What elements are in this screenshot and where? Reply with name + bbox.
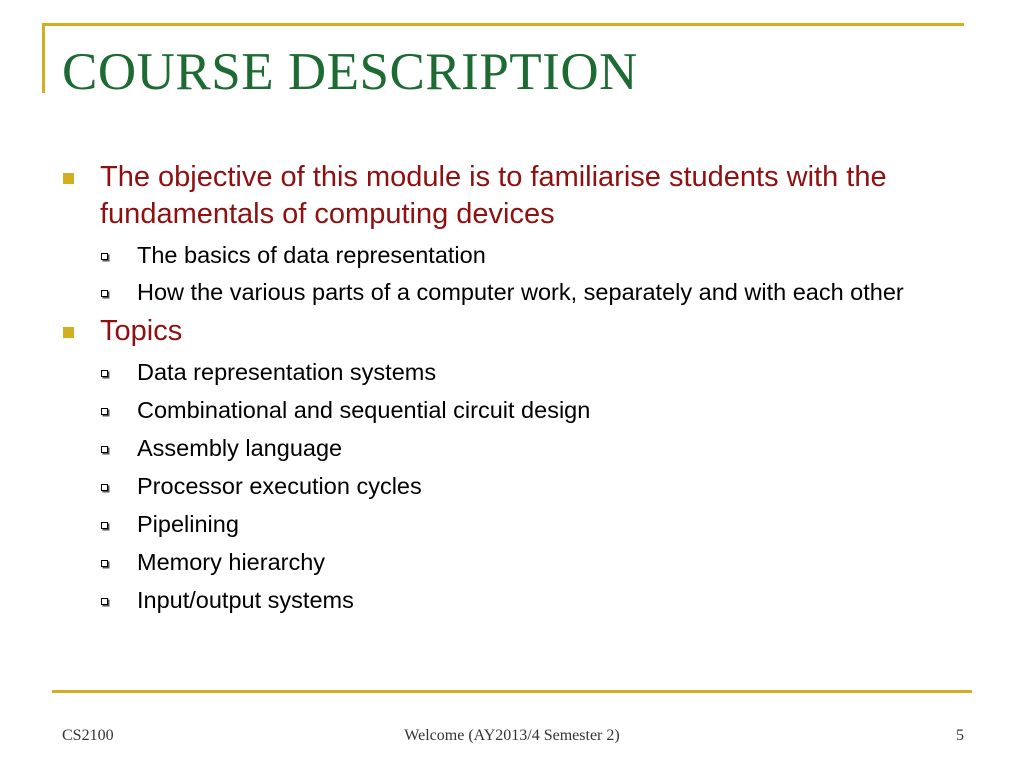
objective-bullet	[63, 159, 943, 233]
hollow-square-bullet-icon	[101, 290, 108, 297]
hollow-square-bullet-icon	[101, 446, 108, 453]
hollow-square-bullet-icon	[101, 598, 108, 605]
topic-item	[63, 395, 943, 425]
topic-item	[63, 471, 943, 501]
topic-item-text: Processor execution cycles	[137, 473, 422, 499]
topic-item	[63, 509, 943, 539]
topic-item-text: Input/output systems	[137, 587, 354, 613]
topic-item-text: Combinational and sequential circuit design	[137, 397, 591, 423]
topic-item	[63, 585, 943, 615]
square-bullet-icon	[63, 327, 74, 338]
slide-content	[63, 159, 943, 615]
slide-title: COURSE DESCRIPTION	[62, 43, 638, 101]
hollow-square-bullet-icon	[101, 560, 108, 567]
topic-item	[63, 547, 943, 577]
objective-item	[63, 277, 943, 307]
hollow-square-bullet-icon	[101, 370, 108, 377]
square-bullet-icon	[63, 173, 74, 184]
objective-text: The objective of this module is to familiarise students with the fundamentals of computing devices	[100, 161, 887, 230]
topics-heading: Topics	[100, 315, 183, 347]
topics-bullet	[63, 313, 943, 350]
footer-title: Welcome (AY2013/4 Semester 2)	[404, 727, 620, 744]
objective-item	[63, 240, 943, 270]
objective-item-text: The basics of data representation	[137, 242, 486, 268]
hollow-square-bullet-icon	[101, 522, 108, 529]
topic-item	[63, 357, 943, 387]
slide-number: 5	[956, 727, 964, 744]
hollow-square-bullet-icon	[101, 253, 108, 260]
topic-item-text: Pipelining	[137, 511, 239, 537]
topics-sublist	[63, 357, 943, 615]
hollow-square-bullet-icon	[101, 408, 108, 415]
topic-item-text: Data representation systems	[137, 359, 437, 385]
hollow-square-bullet-icon	[101, 484, 108, 491]
objective-item-text: How the various parts of a computer work, separately and with each other	[137, 279, 904, 305]
topic-item-text: Assembly language	[137, 435, 343, 461]
topic-item	[63, 433, 943, 463]
slide-frame-left-line	[42, 23, 45, 93]
objective-sublist	[63, 240, 943, 307]
footer-course-code: CS2100	[62, 727, 114, 744]
footer-rule	[52, 690, 972, 693]
slide-frame-top-line	[42, 23, 964, 26]
topic-item-text: Memory hierarchy	[137, 549, 326, 575]
